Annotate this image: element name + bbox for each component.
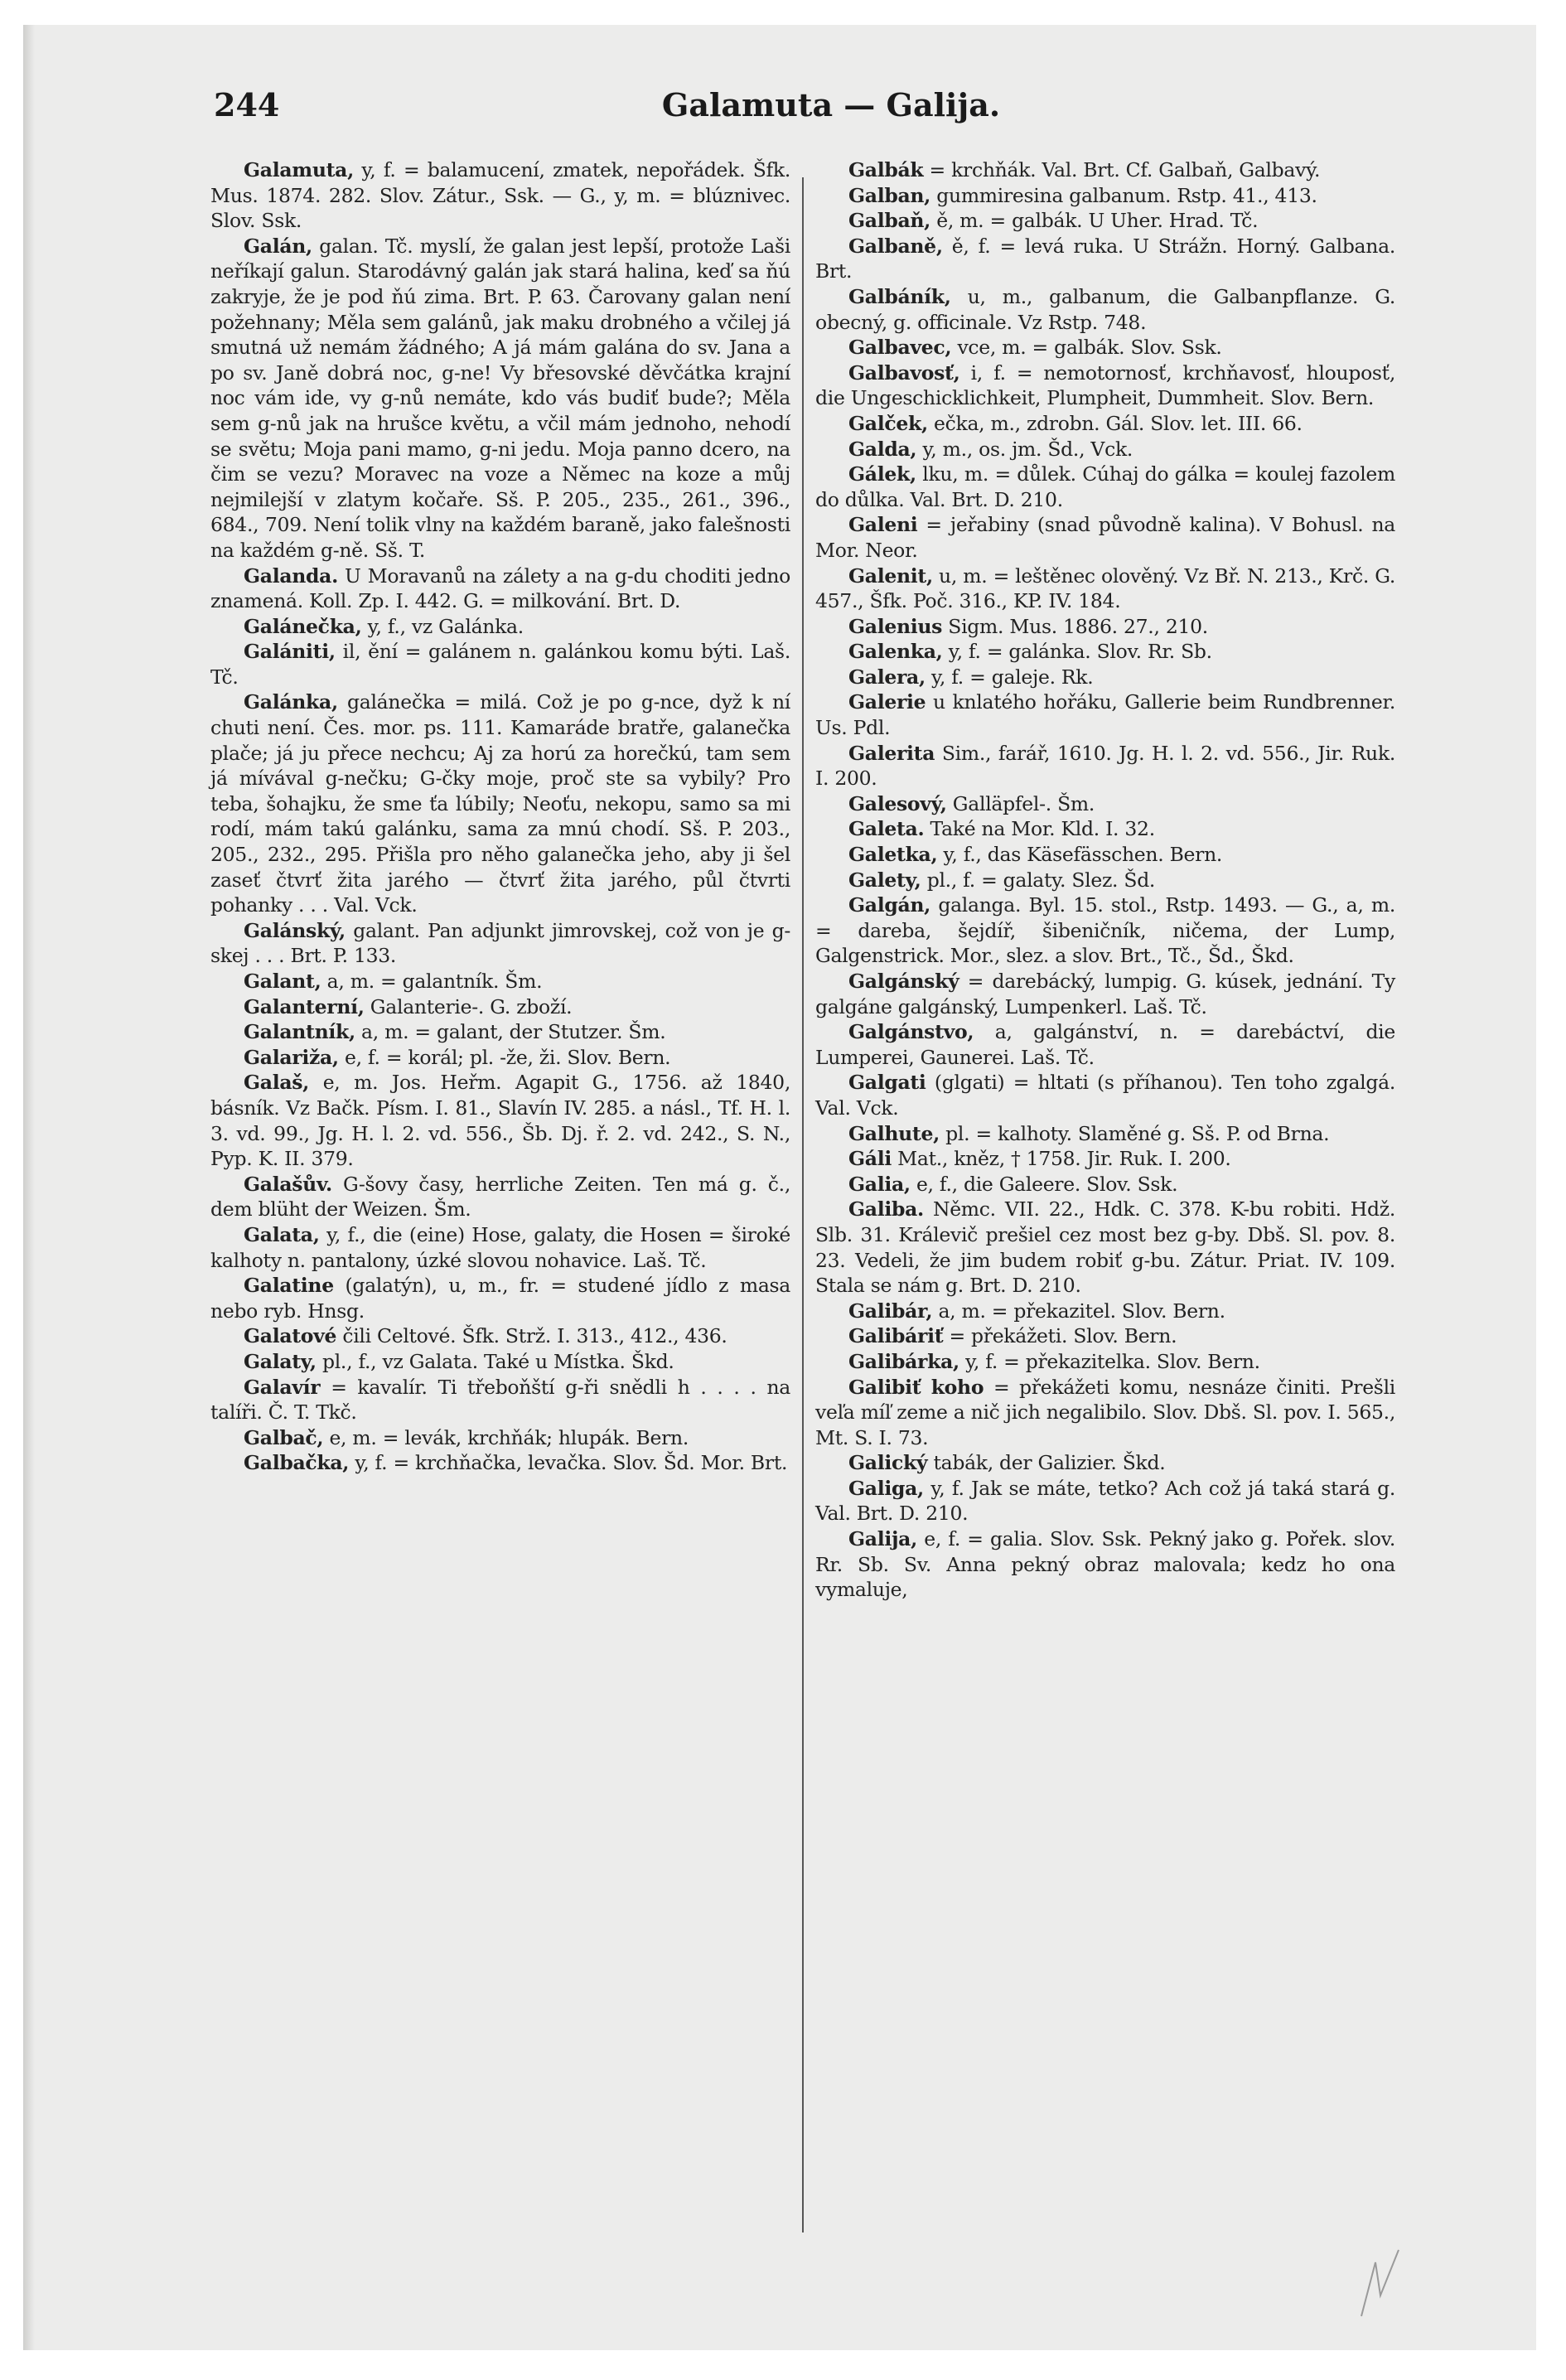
entry-definition: a, m. = překazitel. Slov. Bern. — [938, 1299, 1225, 1323]
entry-definition: a, m. = galant, der Stutzer. Šm. — [361, 1020, 666, 1044]
dictionary-entry — [815, 969, 1395, 1019]
entry-definition: ě, f. = levá ruka. U Strážn. Horný. Galbana. Brt. — [815, 234, 1395, 283]
entry-definition: (galatýn), u, m., fr. = studené jídlo z masa nebo ryb. Hnsg. — [210, 1274, 790, 1323]
entry-headword: Galetka, — [848, 843, 938, 867]
entry-definition: U Moravanů na zálety a na g-du choditi jedno znamená. Koll. Zp. I. 442. G. = milkování. Brt. D. — [210, 564, 791, 613]
entry-headword: Galibiť koho — [848, 1375, 984, 1399]
dictionary-entry — [210, 639, 790, 689]
entry-definition: y, m., os. jm. Šd., Vck. — [922, 437, 1133, 461]
entry-definition: Sim., farář, 1610. Jg. H. l. 2. vd. 556., Jir. Ruk. I. 200. — [815, 741, 1396, 791]
dictionary-entry — [815, 1197, 1395, 1298]
entry-definition: ečka, m., zdrobn. Gál. Slov. let. III. 66. — [934, 411, 1303, 435]
entry-headword: Galeta. — [848, 817, 925, 841]
dictionary-entry — [815, 892, 1395, 969]
entry-definition: vce, m. = galbák. Slov. Ssk. — [957, 336, 1222, 360]
dictionary-entry — [210, 994, 790, 1020]
entry-headword: Galanda. — [244, 564, 338, 588]
dictionary-entry — [815, 335, 1395, 360]
entry-definition: Galanterie-. G. zboží. — [370, 994, 573, 1018]
entry-headword: Galašův. — [244, 1172, 332, 1196]
entry-headword: Galaty, — [244, 1349, 317, 1373]
dictionary-entry — [815, 360, 1395, 411]
entry-headword: Galia, — [848, 1172, 911, 1196]
entry-definition: y, f. Jak se máte, tetko? Ach což já taká stará g. Val. Brt. D. 210. — [815, 1476, 1395, 1526]
entry-definition: y, f. = galánka. Slov. Rr. Sb. — [948, 640, 1212, 664]
dictionary-entry — [815, 208, 1395, 234]
dictionary-entry — [210, 234, 790, 564]
dictionary-entry — [210, 1375, 790, 1425]
entry-headword: Galerie — [848, 690, 926, 714]
entry-definition: y, f. = krchňačka, levačka. Slov. Šd. Mor. Brt. — [355, 1451, 788, 1475]
entry-headword: Galbaň, — [848, 209, 931, 233]
entry-definition: e, f. = korál; pl. -že, ži. Slov. Bern. — [344, 1045, 671, 1069]
dictionary-entry — [815, 564, 1395, 614]
dictionary-entry — [815, 437, 1395, 462]
entry-headword: Galaš, — [244, 1071, 310, 1095]
entry-definition: lku, m. = důlek. Cúhaj do gálka = koulej fazolem do důlka. Val. Brt. D. 210. — [815, 462, 1396, 511]
entry-definition: y, f., die (eine) Hose, galaty, die Hosen = široké kalhoty n. pantalony, úzké slovou nohavice. Laš. Tč. — [210, 1222, 790, 1272]
entry-headword: Galánečka, — [244, 614, 362, 638]
entry-definition: e, f. = galia. Slov. Ssk. Pekný jako g. Pořek. slov. Rr. Sb. Sv. Anna pekný obraz malovala; kedz ho ona vymaluje, — [815, 1527, 1395, 1602]
dictionary-entry — [210, 1273, 790, 1323]
entry-headword: Galibárka, — [848, 1349, 959, 1373]
entry-headword: Galban, — [848, 183, 931, 207]
entry-definition: = překážeti. Slov. Bern. — [949, 1324, 1177, 1348]
dictionary-entry — [815, 411, 1395, 437]
entry-headword: Galánský, — [244, 918, 346, 942]
dictionary-entry — [815, 842, 1395, 868]
dictionary-entry — [210, 1349, 790, 1375]
entry-headword: Galániti, — [244, 640, 336, 664]
entry-definition: Galläpfel-. Šm. — [952, 791, 1095, 815]
entry-headword: Galenit, — [848, 564, 933, 588]
entry-definition: u, m. = leštěnec olověný. Vz Bř. N. 213., Krč. G. 457., Šfk. Poč. 316., KP. IV. 184. — [815, 564, 1395, 613]
entry-definition: Mat., kněz, † 1758. Jir. Ruk. I. 200. — [897, 1147, 1231, 1171]
entry-definition: u knlatého hořáku, Gallerie beim Rundbrenner. Us. Pdl. — [815, 690, 1396, 740]
dictionary-entry — [210, 614, 790, 640]
entry-headword: Galiga, — [848, 1476, 924, 1500]
entry-headword: Galbák — [848, 158, 924, 181]
entry-headword: Galibáriť — [848, 1324, 944, 1348]
entry-definition: y, f. = galeje. Rk. — [931, 665, 1094, 689]
dictionary-entry — [815, 1526, 1395, 1603]
dictionary-entry — [210, 1450, 790, 1476]
dictionary-entry — [210, 157, 790, 234]
entry-headword: Galeni — [848, 513, 918, 537]
entry-definition: G-šovy časy, herrliche Zeiten. Ten má g. č., dem blüht der Weizen. Šm. — [210, 1172, 790, 1221]
page-header — [214, 86, 1448, 136]
entry-headword: Galgánský — [848, 970, 959, 993]
entry-definition: y, f. = balamucení, zmatek, nepořádek. Šfk. Mus. 1874. 282. Slov. Zátur., Ssk. — G., y, m. = blúznivec. Slov. Ssk. — [210, 158, 790, 233]
entry-definition: tabák, der Galizier. Škd. — [933, 1451, 1166, 1475]
entry-definition: galanga. Byl. 15. stol., Rstp. 1493. — G., a, m. = dareba, šejdíř, šibeničník, ničema, der Lump, Galgenstrick. Mor., slez. a slov. Brt., Tč., Šd., Škd. — [815, 893, 1395, 968]
dictionary-entry — [210, 1070, 790, 1171]
entry-headword: Galatové — [244, 1324, 337, 1348]
entry-definition: galánečka = milá. Což je po g-nce, dyž k ní chuti není. Čes. mor. ps. 111. Kamaráde bratře, galanečka plače; já ju přece nechcu; Aj za horú za horečkú, tam sem já mívával g-nečku; G-čky moje, proč ste sa vybily? Pro teba, šohajku, že sme ťa lúbily; Neoťu, nekopu, samo sa mi rodí, mám takú galánku, sama za mnú chodí. Sš. P. 203., 205., 232., 295. Přišla pro něho galanečka jeho, aby ji šel zaseť čtvrť žita jarého — čtvrť žita jarého, půl čtvrti pohanky . . . Val. Vck. — [210, 690, 790, 917]
entry-headword: Galbavec, — [848, 336, 952, 360]
entry-definition: galant. Pan adjunkt jimrovskej, což von je g-skej . . . Brt. P. 133. — [210, 918, 791, 968]
entry-definition: i, f. = nemotornosť, krchňavosť, hlouposť, die Ungeschicklichkeit, Plumpheit, Dummheit. Slov. Bern. — [815, 360, 1395, 410]
entry-headword: Galgán, — [848, 893, 931, 917]
dictionary-entry — [815, 462, 1395, 512]
entry-headword: Galenka, — [848, 640, 943, 664]
dictionary-entry — [815, 157, 1395, 183]
entry-headword: Gálek, — [848, 462, 916, 486]
dictionary-entry — [815, 1476, 1395, 1526]
entry-headword: Galavír — [244, 1375, 321, 1399]
entry-definition: (glgati) = hltati (s příhanou). Ten toho zgalgá. Val. Vck. — [815, 1071, 1395, 1120]
dictionary-entry — [815, 639, 1395, 665]
entry-definition: e, m. = levák, krchňák; hlupák. Bern. — [329, 1425, 689, 1449]
entry-definition: pl., f. = galaty. Slez. Šd. — [926, 868, 1156, 892]
entry-headword: Galera, — [848, 665, 926, 689]
entry-definition: a, m. = galantník. Šm. — [326, 970, 543, 993]
entry-headword: Galgánstvo, — [848, 1020, 974, 1044]
dictionary-entry — [815, 1019, 1395, 1070]
entry-headword: Galiba. — [848, 1197, 924, 1221]
left-column — [210, 157, 790, 1476]
dictionary-entry — [210, 564, 790, 614]
entry-headword: Galbač, — [244, 1425, 324, 1449]
entry-definition: = překážeti komu, nesnáze činiti. Prešli veľa míľ zeme a nič jich negalibilo. Slov. Dbš. Sl. pov. I. 565., Mt. S. I. 73. — [815, 1375, 1395, 1449]
pencil-mark — [1357, 2246, 1407, 2320]
dictionary-entry — [815, 665, 1395, 690]
dictionary-entry — [815, 183, 1395, 209]
dictionary-entry — [815, 1121, 1395, 1147]
entry-definition: ě, m. = galbák. U Uher. Hrad. Tč. — [936, 209, 1259, 233]
entry-definition: il, ění = galánem n. galánkou komu býti. Laš. Tč. — [210, 640, 790, 689]
page-binding-shadow — [23, 25, 35, 2350]
dictionary-entry — [815, 791, 1395, 817]
entry-headword: Galda, — [848, 437, 917, 461]
entry-headword: Galamuta, — [244, 158, 354, 181]
dictionary-entry — [210, 1425, 790, 1451]
dictionary-entry — [210, 969, 790, 994]
entry-headword: Galán, — [244, 234, 312, 258]
dictionary-entry — [210, 689, 790, 917]
entry-definition: e, m. Jos. Heřm. Agapit G., 1756. až 1840, básník. Vz Bačk. Písm. I. 81., Slavín IV. 285. a násl., Tf. H. l. 3. vd. 99., Jg. H. l. 2. vd. 556., Šb. Dj. ř. 2. vd. 242., S. N., Pyp. K. II. 379. — [210, 1071, 791, 1171]
entry-headword: Galanterní, — [244, 994, 365, 1018]
entry-definition: a, galgánství, n. = darebáctví, die Lumperei, Gaunerei. Laš. Tč. — [815, 1020, 1396, 1069]
entry-definition: y, f., vz Galánka. — [367, 614, 524, 638]
entry-headword: Galánka, — [244, 690, 338, 714]
dictionary-entry — [210, 918, 790, 969]
dictionary-entry — [210, 1222, 790, 1273]
dictionary-entry — [815, 1450, 1395, 1476]
dictionary-entry — [210, 1323, 790, 1349]
entry-headword: Galantník, — [244, 1020, 355, 1044]
dictionary-entry — [815, 868, 1395, 893]
dictionary-entry — [815, 1323, 1395, 1349]
entry-headword: Galariža, — [244, 1045, 339, 1069]
dictionary-entry — [815, 1299, 1395, 1324]
dictionary-entry — [815, 1375, 1395, 1451]
entry-headword: Galenius — [848, 614, 943, 638]
column-divider — [802, 177, 804, 2232]
entry-definition: Němc. VII. 22., Hdk. C. 378. K-bu robiti. Hdž. Slb. 31. Králevič prešiel cez most bez g-by. Dbš. Sl. pov. 8. 23. Vedeli, že jim budem robiť g-bu. Zátur. Priat. IV. 109. Stala se nám g. Brt. D. 210. — [815, 1197, 1395, 1298]
entry-definition: gummiresina galbanum. Rstp. 41., 413. — [936, 183, 1317, 207]
page-title: Galamuta — Galija. — [661, 86, 1001, 123]
page-number: 244 — [214, 86, 280, 123]
entry-headword: Galibár, — [848, 1299, 933, 1323]
entry-definition: pl., f., vz Galata. Také u Místka. Škd. — [321, 1349, 674, 1373]
dictionary-entry — [815, 1172, 1395, 1197]
dictionary-entry — [815, 234, 1395, 284]
entry-headword: Galerita — [848, 741, 935, 765]
entry-headword: Galbaně, — [848, 234, 943, 258]
right-column — [815, 157, 1395, 1603]
dictionary-entry — [815, 284, 1395, 335]
entry-headword: Galický — [848, 1451, 928, 1475]
entry-definition: u, m., galbanum, die Galbanpflanze. G. obecný, g. officinale. Vz Rstp. 748. — [815, 284, 1395, 334]
dictionary-entry — [815, 1349, 1395, 1375]
entry-definition: y, f., das Käsefässchen. Bern. — [943, 843, 1223, 867]
entry-definition: = krchňák. Val. Brt. Cf. Galbaň, Galbavý. — [929, 158, 1321, 181]
entry-definition: = kavalír. Ti třeboňští g-ři snědli h . . . . na talíři. Č. T. Tkč. — [210, 1375, 791, 1425]
entry-definition: Sigm. Mus. 1886. 27., 210. — [948, 614, 1208, 638]
entry-headword: Gáli — [848, 1147, 892, 1171]
entry-headword: Galček, — [848, 411, 928, 435]
entry-definition: = jeřabiny (snad původně kalina). V Bohusl. na Mor. Neor. — [815, 513, 1396, 562]
entry-definition: čili Celtové. Šfk. Strž. I. 313., 412., 436. — [342, 1324, 727, 1348]
entry-headword: Galija, — [848, 1527, 917, 1551]
entry-headword: Galbačka, — [244, 1451, 350, 1475]
entry-headword: Galbavosť, — [848, 360, 960, 385]
dictionary-entry — [815, 689, 1395, 740]
dictionary-entry — [815, 816, 1395, 842]
entry-headword: Galety, — [848, 868, 921, 892]
dictionary-entry — [210, 1045, 790, 1071]
entry-headword: Galgati — [848, 1071, 926, 1095]
entry-headword: Galata, — [244, 1222, 320, 1246]
entry-definition: pl. = kalhoty. Slaměné g. Sš. P. od Brna. — [945, 1121, 1330, 1145]
dictionary-entry — [210, 1019, 790, 1045]
dictionary-entry — [210, 1172, 790, 1222]
dictionary-page — [23, 25, 1536, 2350]
entry-definition: e, f., die Galeere. Slov. Ssk. — [916, 1172, 1178, 1196]
entry-definition: Také na Mor. Kld. I. 32. — [930, 817, 1155, 841]
dictionary-entry — [815, 614, 1395, 640]
entry-definition: = darebácký, lumpig. G. kúsek, jednání. Ty galgáne galgánský, Lumpenkerl. Laš. Tč. — [815, 970, 1395, 1018]
entry-headword: Galant, — [244, 970, 321, 993]
dictionary-entry — [815, 512, 1395, 563]
entry-definition: galan. Tč. myslí, že galan jest lepší, protože Laši neříkají galun. Starodávný galán jak stará halina, keď sa ňú zakryje, že je pod ňú zima. Brt. P. 63. Čarovany galan není požehnany; Měla sem galánů, jak maku drobného a včilej já smutná už nemám žádného; A já mám galána do sv. Jana a po sv. Janě dobrá noc, g-ne! Vy břesovské děvčátka krajní noc vám ide, vy g-nů nemáte, kdo vás budiť bude?; Měla sem g-nů jak na hrušce květu, a včil mám jednoho, nehodí se světu; Moja pani mamo, g-ni jedu. Moja panno dcero, na čim se vezu? Moravec na voze a Němec na koze a můj nejmilejší v zlatym kočaře. Sš. P. 205., 235., 261., 396., 684., 709. Není tolik vlny na každém baraně, jako falešnosti na každém g-ně. Sš. T. — [210, 234, 790, 562]
dictionary-entry — [815, 1070, 1395, 1120]
entry-headword: Galbáník, — [848, 284, 951, 308]
entry-headword: Galatine — [244, 1274, 334, 1298]
entry-headword: Galesový, — [848, 791, 947, 815]
entry-definition: y, f. = překazitelka. Slov. Bern. — [965, 1349, 1260, 1373]
dictionary-entry — [815, 741, 1395, 791]
entry-headword: Galhute, — [848, 1121, 940, 1145]
dictionary-entry — [815, 1146, 1395, 1172]
